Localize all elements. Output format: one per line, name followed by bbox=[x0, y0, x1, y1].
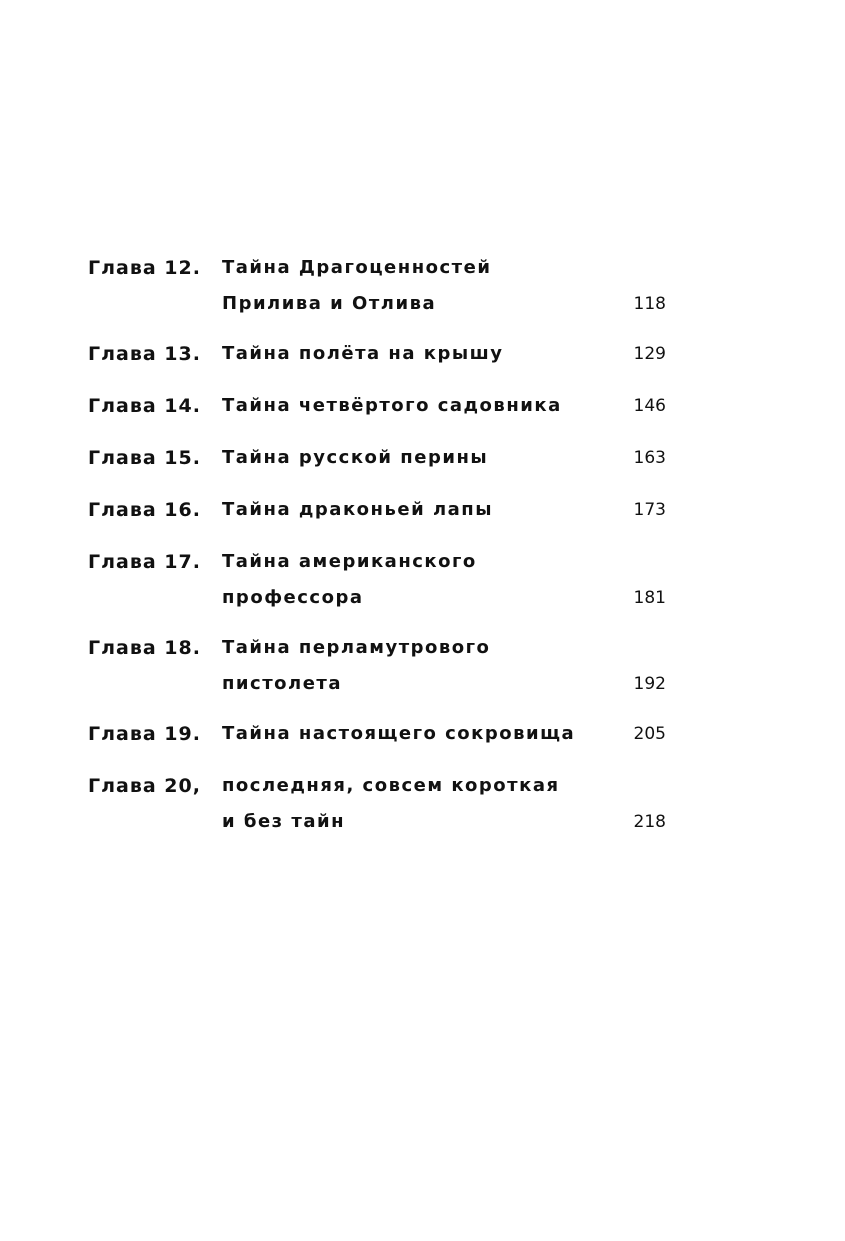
toc-entry-chapter-15 bbox=[88, 440, 668, 476]
chapter-label: Глава 17. bbox=[88, 551, 201, 573]
chapter-title bbox=[222, 440, 608, 476]
chapter-title bbox=[222, 388, 608, 424]
page-number: 218 bbox=[633, 812, 666, 832]
chapter-label: Глава 18. bbox=[88, 637, 201, 659]
chapter-title bbox=[222, 250, 608, 322]
chapter-title bbox=[222, 544, 608, 616]
chapter-label: Глава 20, bbox=[88, 775, 201, 797]
toc-entry-chapter-13 bbox=[88, 336, 668, 372]
toc-entry-chapter-20 bbox=[88, 768, 668, 840]
page-number: 146 bbox=[633, 396, 666, 416]
page-number: 205 bbox=[633, 724, 666, 744]
chapter-title-line: Прилива и Отлива bbox=[222, 293, 437, 314]
chapter-title bbox=[222, 768, 608, 840]
chapter-title-line: Тайна драконьей лапы bbox=[222, 499, 493, 520]
toc-entry-chapter-14 bbox=[88, 388, 668, 424]
toc-entry-chapter-17 bbox=[88, 544, 668, 616]
chapter-label: Глава 16. bbox=[88, 499, 201, 521]
chapter-title-line: Тайна полёта на крышу bbox=[222, 343, 504, 364]
page-number: 173 bbox=[633, 500, 666, 520]
chapter-label: Глава 13. bbox=[88, 343, 201, 365]
chapter-title-line: Тайна четвёртого садовника bbox=[222, 395, 562, 416]
chapter-title-line: Тайна американского bbox=[222, 551, 477, 572]
toc-entry-chapter-16 bbox=[88, 492, 668, 528]
toc-entry-chapter-19 bbox=[88, 716, 668, 752]
chapter-title bbox=[222, 716, 608, 752]
chapter-title-line: Тайна русской перины bbox=[222, 447, 489, 468]
chapter-title bbox=[222, 630, 608, 702]
page-number: 163 bbox=[633, 448, 666, 468]
chapter-title-line: последняя, совсем короткая bbox=[222, 775, 560, 796]
chapter-title-line: Тайна перламутрового bbox=[222, 637, 491, 658]
chapter-title-line: Тайна настоящего сокровища bbox=[222, 723, 576, 744]
page-number: 192 bbox=[633, 674, 666, 694]
page-number: 118 bbox=[633, 294, 666, 314]
chapter-label: Глава 14. bbox=[88, 395, 201, 417]
chapter-title-line: Тайна Драгоценностей bbox=[222, 257, 492, 278]
chapter-title-line: пистолета bbox=[222, 673, 342, 694]
toc-entry-chapter-12 bbox=[88, 250, 668, 322]
chapter-label: Глава 15. bbox=[88, 447, 201, 469]
chapter-title bbox=[222, 492, 608, 528]
toc-entry-chapter-18 bbox=[88, 630, 668, 702]
chapter-title-line: профессора bbox=[222, 587, 364, 608]
page-number: 129 bbox=[633, 344, 666, 364]
page-number: 181 bbox=[633, 588, 666, 608]
chapter-label: Глава 19. bbox=[88, 723, 201, 745]
chapter-title bbox=[222, 336, 608, 372]
table-of-contents bbox=[88, 250, 668, 854]
chapter-title-line: и без тайн bbox=[222, 811, 346, 832]
chapter-label: Глава 12. bbox=[88, 257, 201, 279]
